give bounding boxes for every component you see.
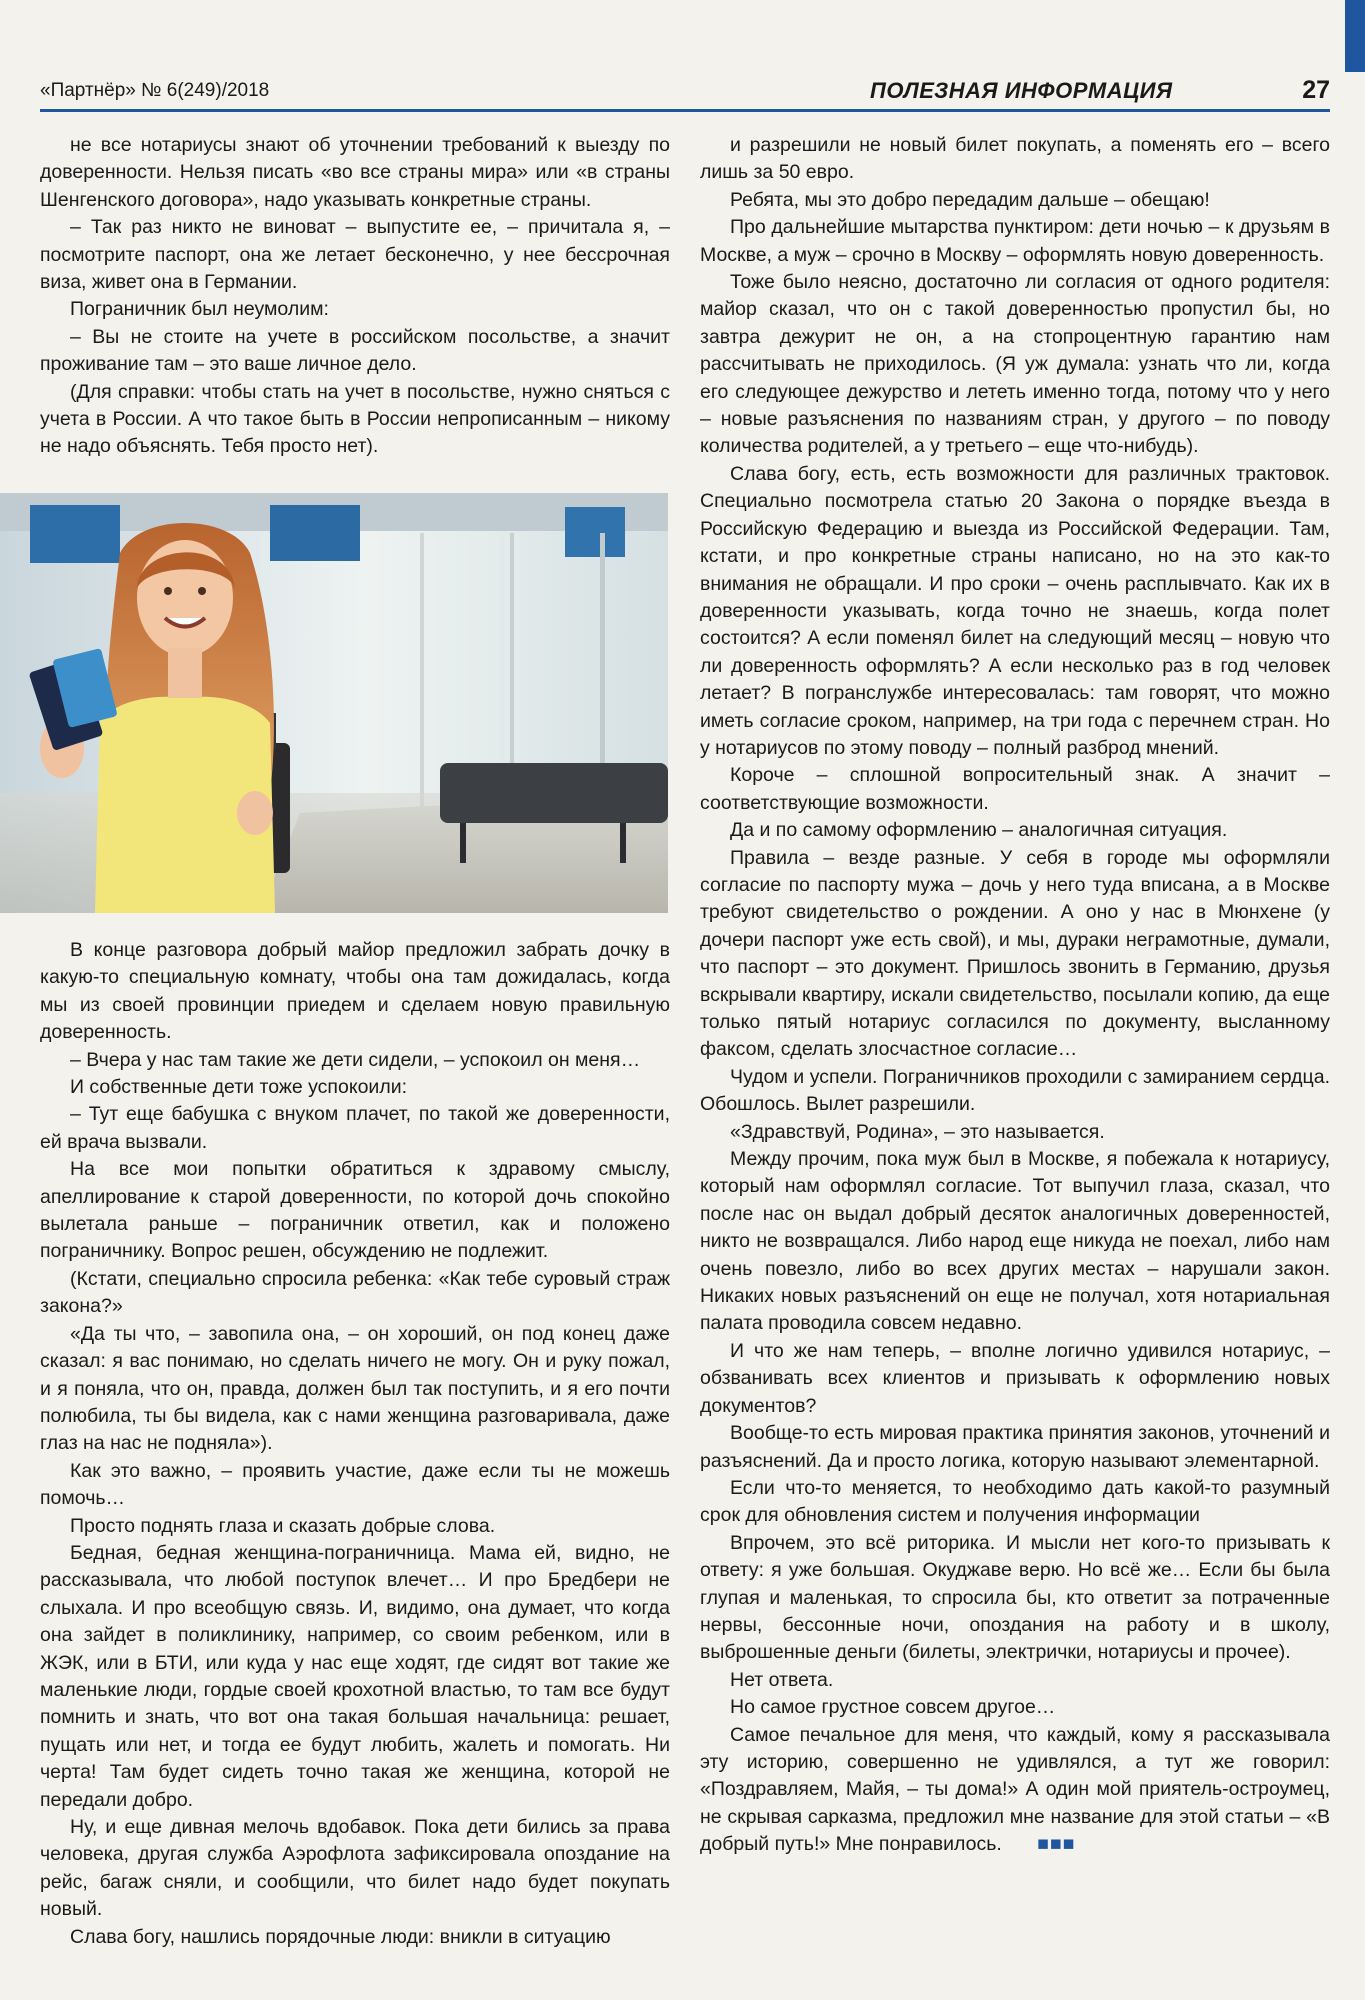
- paragraph: На все мои попытки обратиться к здравому смыслу, апеллирование к старой доверенности, по которой дочь спокойно вылетала раньше – пограничник ответил, как и положено пограничнику. Вопрос решен, обсуждению не подлежит.: [40, 1158, 670, 1263]
- page-edge-tab: [1345, 0, 1365, 72]
- paragraph: Между прочим, пока муж был в Москве, я побежала к нотариусу, который нам оформлял согласие. Тот выпучил глаза, сказал, что после нас он выдал добрый десяток аналогичных доверенностей, никто не возвращался. Либо народ еще никуда не поехал, либо нам очень повезло, либо во всех других местах – нарушали закон. Никаких новых разъяснений он еще не получал, хотя нотариальная палата проводила совсем недавно.: [700, 1148, 1330, 1335]
- header-rule: [40, 109, 1330, 112]
- paragraph: Вообще-то есть мировая практика принятия законов, уточнений и разъяснений. Да и просто логика, которую называют элементарной.: [700, 1422, 1330, 1472]
- paragraph: И что же нам теперь, – вполне логично удивился нотариус, – обзванивать всех клиентов и призывать к оформлению новых документов?: [700, 1339, 1330, 1417]
- paragraph: – Вы не стоите на учете в российском посольстве, а значит проживание там – это ваше личное дело.: [40, 325, 670, 376]
- paragraph: Бедная, бедная женщина-пограничница. Мама ей, видно, не рассказывала, что любой поступок влечет… И про Бредбери не слыхала. И про всеобщую связь. И, видимо, она думает, что когда она зайдет в поликлинику, например, со своим ребенком, или в ЖЭК, или в БТИ, или куда у нас еще ходят, где сидят вот такие же маленькие люди, гордые своей крохотной властью, то там все будут помнить и знать, что вот она такая большая начальница: решает, пущать или нет, и тогда ее будут любить, жалеть и помогать. Ни черта! Там будет сидеть точно такая же женщина, которой не передали добро.: [40, 1541, 670, 1811]
- paragraph: не все нотариусы знают об уточнении требований к выезду по доверенности. Нельзя писать «во все страны мира» или «в страны Шенгенского договора», надо указывать конкретные страны.: [40, 134, 670, 211]
- paragraph-text: Самое печальное для меня, что каждый, кому я рассказывала эту историю, совершенно не удивлялся, а тут же говорил: «Поздравляем, Майя, – ты дома!» А один мой приятель-остроумец, не скрывая сарказма, предложил мне название для этой статьи – «В добрый путь!» Мне понравилось.: [700, 1723, 1330, 1856]
- paragraph: Просто поднять глаза и сказать добрые слова.: [70, 1514, 496, 1537]
- paragraph: «Здравствуй, Родина», – это называется.: [730, 1120, 1105, 1143]
- paragraph: Как это важно, – проявить участие, даже если ты не можешь помочь…: [40, 1459, 670, 1510]
- paragraph: (Для справки: чтобы стать на учет в посольстве, нужно сняться с учета в России. А что такое быть в России непрописанным – никому не надо объяснять. Тебя просто нет).: [40, 380, 670, 458]
- issue-label: «Партнёр» № 6(249)/2018: [40, 80, 270, 101]
- paragraph: (Кстати, специально спросила ребенка: «Как тебе суровый страж закона?»: [40, 1267, 670, 1318]
- paragraph: «Да ты что, – завопила она, – он хороший, он под конец даже сказал: я вас понимаю, но сделать ничего не могу. Он и руку пожал, и я поняла, что он, правда, должен был так поступить, и я его почти полюбила, ты бы видела, как с нами женщина разговаривала, даже глаз на нас не подняла»).: [40, 1322, 670, 1455]
- left-column-bottom: [40, 937, 670, 1951]
- page-header: [40, 74, 1330, 110]
- paragraph: Слава богу, нашлись порядочные люди: вникли в ситуацию: [70, 1925, 611, 1948]
- last-paragraph: [700, 1722, 1330, 1859]
- paragraph: – Так раз никто не виноват – выпустите ее, – причитала я, – посмотрите паспорт, она же летает бесконечно, у нее бессрочная виза, живет она в Германии.: [40, 216, 670, 294]
- paragraph: Ребята, мы это добро передадим дальше – обещаю!: [730, 188, 1210, 211]
- girl-with-passport-at-airport-photo: [0, 493, 668, 913]
- paragraph: Но самое грустное совсем другое…: [730, 1696, 1056, 1719]
- paragraph: Слава богу, есть, есть возможности для различных трактовок. Специально посмотрела статью 20 Закона о порядке въезда в Российскую Федерацию и выезда из Российской Федерации. Там, кстати, и про конкретные страны написано, но на это как-то внимания не обращали. И про сроки – очень расплывчато. Как их в доверенности указывать, когда точно не знаешь, когда полет состоится? А если поменял билет на следующий месяц – новую что ли доверенность оформлять? А если несколько раз в год человек летает? В погранслужбе интересовалась: там говорят, что можно иметь согласие сроком, например, на три года с перечнем стран. Но у нотариусов по этому поводу – полный разброд мнений.: [700, 462, 1330, 759]
- paragraph: и разрешили не новый билет покупать, а поменять его – всего лишь за 50 евро.: [700, 134, 1330, 184]
- page-number: 27: [1302, 76, 1330, 104]
- left-column-top: [40, 132, 670, 461]
- paragraph: Пограничник был неумолим:: [70, 298, 329, 321]
- paragraph: Правила – везде разные. У себя в городе мы оформляли согласие по паспорту мужа – дочь у него туда вписана, а в Москве требуют свидетельство о рождении. А оно у нас в Мюнхене (у дочери паспорт уже есть свой), и мы, дураки неграмотные, думали, что паспорт – это документ. Пришлось звонить в Германию, друзья вскрывали квартиру, искали свидетельство, посылали копию, да еще только пятый нотариус согласился по документу, высланному факсом, сделать злосчастное согласие…: [700, 846, 1330, 1061]
- paragraph: Впрочем, это всё риторика. И мысли нет кого-то призывать к ответу: я уже большая. Окуджаве верю. Но всё же… Если бы была глупая и маленькая, то спросила бы, кто ответит за потраченные нервы, бессонные ночи, опоздания на работу и в школу, выброшенные деньги (билеты, электрички, нотариусы и прочее).: [700, 1531, 1330, 1664]
- paragraph: – Тут еще бабушка с внуком плачет, по такой же доверенности, ей врача вызвали.: [40, 1103, 670, 1153]
- paragraph: Чудом и успели. Пограничников проходили с замиранием сердца. Обошлось. Вылет разрешили.: [700, 1065, 1330, 1116]
- paragraph: Короче – сплошной вопросительный знак. А значит – соответствующие возможности.: [700, 764, 1330, 814]
- paragraph: Про дальнейшие мытарства пунктиром: дети ночью – к друзьям в Москве, а муж – срочно в Москву – оформлять новую доверенность.: [700, 216, 1330, 266]
- paragraph: – Вчера у нас там такие же дети сидели, – успокоил он меня…: [70, 1048, 641, 1071]
- paragraph: Тоже было неясно, достаточно ли согласия от одного родителя: майор сказал, что он с такой доверенностью пропустил бы, но завтра дежурит не он, а на стопроцентную гарантию нам рассчитывать не приходилось. (Я уж думала: узнать что ли, когда его следующее дежурство и лететь именно тогда, потому что у него – новые разъяснения по названиям стран, у другого – по поводу количества родителей, а у третьего – еще что-нибудь).: [700, 271, 1330, 458]
- paragraph: Ну, и еще дивная мелочь вдобавок. Пока дети бились за права человека, другая служба Аэрофлота зафиксировала опоздание на рейс, багаж сняли, и сообщили, что билет надо будет покупать новый.: [40, 1816, 670, 1921]
- paragraph: Да и по самому оформлению – аналогичная ситуация.: [730, 819, 1228, 842]
- end-of-article-mark: ■■■: [1037, 1833, 1076, 1856]
- paragraph: Если что-то меняется, то необходимо дать какой-то разумный срок для обновления систем и получения информации: [700, 1476, 1330, 1527]
- paragraph: И собственные дети тоже успокоили:: [70, 1076, 408, 1099]
- paragraph: В конце разговора добрый майор предложил забрать дочку в какую-то специальную комнату, чтобы она там дожидалась, когда мы из своей провинции приедем и сделаем новую правильную доверенность.: [40, 939, 670, 1044]
- paragraph: Нет ответа.: [730, 1668, 834, 1691]
- section-title: ПОЛЕЗНАЯ ИНФОРМАЦИЯ: [870, 78, 1173, 103]
- right-column: [700, 132, 1330, 1859]
